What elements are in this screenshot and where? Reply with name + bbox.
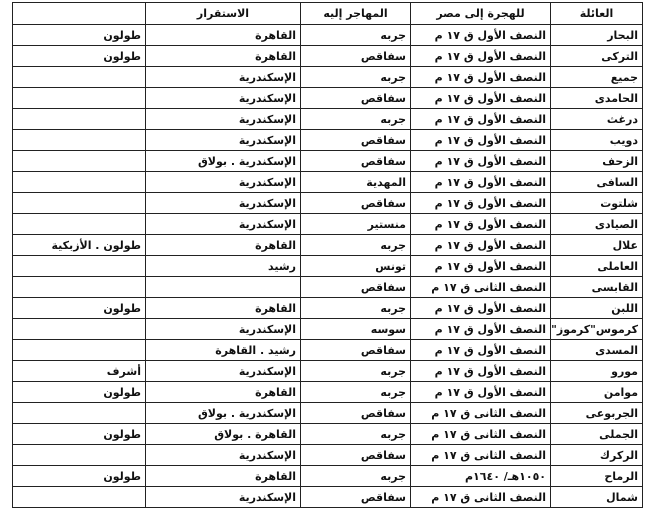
cell-origin: جربه — [301, 361, 411, 382]
cell-origin: سوسه — [301, 319, 411, 340]
cell-extra — [13, 130, 146, 151]
cell-extra: طولون — [13, 46, 146, 67]
cell-settlement: القاهرة — [146, 298, 301, 319]
cell-migration: النصف الأول ق ١٧ م — [411, 214, 551, 235]
cell-settlement: الإسكندرية — [146, 109, 301, 130]
cell-family: كرموس"كرموز" — [551, 319, 643, 340]
table-row — [13, 466, 643, 487]
cell-extra — [13, 151, 146, 172]
cell-family: علال — [551, 235, 643, 256]
cell-settlement: الإسكندرية — [146, 67, 301, 88]
cell-settlement: الإسكندرية — [146, 487, 301, 508]
cell-origin: سفاقص — [301, 151, 411, 172]
cell-family: درغث — [551, 109, 643, 130]
table-row — [13, 319, 643, 340]
cell-extra: طولون . الأزبكية — [13, 235, 146, 256]
cell-migration: النصف الأول ق ١٧ م — [411, 235, 551, 256]
cell-extra — [13, 172, 146, 193]
cell-extra: أشرف — [13, 361, 146, 382]
cell-origin: جربه — [301, 67, 411, 88]
cell-settlement: الإسكندرية — [146, 361, 301, 382]
cell-migration: النصف الأول ق ١٧ م — [411, 361, 551, 382]
table-row — [13, 130, 643, 151]
cell-extra — [13, 340, 146, 361]
cell-extra — [13, 88, 146, 109]
cell-family: الرماح — [551, 466, 643, 487]
cell-family: الركرك — [551, 445, 643, 466]
table-row — [13, 172, 643, 193]
cell-settlement: الإسكندرية . بولاق — [146, 151, 301, 172]
cell-migration: النصف الأول ق ١٧ م — [411, 298, 551, 319]
cell-migration: النصف الأول ق ١٧ م — [411, 382, 551, 403]
cell-family: جميع — [551, 67, 643, 88]
cell-family: القابسى — [551, 277, 643, 298]
table-row — [13, 277, 643, 298]
cell-extra: طولون — [13, 466, 146, 487]
cell-settlement: القاهرة . بولاق — [146, 424, 301, 445]
migration-table — [12, 2, 643, 508]
cell-origin: سفاقص — [301, 193, 411, 214]
cell-family: الصيادى — [551, 214, 643, 235]
cell-settlement: القاهرة — [146, 382, 301, 403]
table-row — [13, 25, 643, 46]
table-row — [13, 214, 643, 235]
cell-origin: سفاقص — [301, 403, 411, 424]
cell-migration: النصف الثانى ق ١٧ م — [411, 277, 551, 298]
cell-migration: النصف الثانى ق ١٧ م — [411, 445, 551, 466]
cell-settlement — [146, 277, 301, 298]
cell-migration: النصف الأول ق ١٧ م — [411, 130, 551, 151]
cell-family: اللبن — [551, 298, 643, 319]
cell-migration: النصف الأول ق ١٧ م — [411, 46, 551, 67]
cell-extra: طولون — [13, 424, 146, 445]
cell-extra — [13, 403, 146, 424]
header-settlement: الاستقرار — [146, 3, 301, 25]
cell-extra — [13, 256, 146, 277]
cell-family: الحامدى — [551, 88, 643, 109]
cell-origin: سفاقص — [301, 277, 411, 298]
cell-family: الزحف — [551, 151, 643, 172]
table-row — [13, 46, 643, 67]
table-row — [13, 424, 643, 445]
cell-extra — [13, 487, 146, 508]
header-family: العائلة — [551, 3, 643, 25]
cell-extra: طولون — [13, 298, 146, 319]
cell-origin: جربه — [301, 466, 411, 487]
cell-settlement: الإسكندرية — [146, 214, 301, 235]
cell-family: شمال — [551, 487, 643, 508]
cell-family: الجربوعى — [551, 403, 643, 424]
table-row — [13, 67, 643, 88]
cell-extra — [13, 277, 146, 298]
cell-origin: تونس — [301, 256, 411, 277]
table-row — [13, 487, 643, 508]
table-row — [13, 193, 643, 214]
table-row — [13, 445, 643, 466]
cell-settlement: رشيد . القاهرة — [146, 340, 301, 361]
cell-origin: جربه — [301, 25, 411, 46]
header-origin: المهاجر إليه — [301, 3, 411, 25]
cell-extra: طولون — [13, 382, 146, 403]
cell-extra — [13, 445, 146, 466]
cell-migration: النصف الأول ق ١٧ م — [411, 109, 551, 130]
cell-origin: جربه — [301, 298, 411, 319]
cell-settlement: القاهرة — [146, 46, 301, 67]
cell-extra — [13, 319, 146, 340]
cell-settlement: رشيد — [146, 256, 301, 277]
cell-family: موامن — [551, 382, 643, 403]
table-row — [13, 151, 643, 172]
header-extra — [13, 3, 146, 25]
cell-family: شلتوت — [551, 193, 643, 214]
cell-family: المسدى — [551, 340, 643, 361]
cell-settlement: القاهرة — [146, 235, 301, 256]
cell-family: دويب — [551, 130, 643, 151]
table-row — [13, 403, 643, 424]
table-row — [13, 361, 643, 382]
table-body — [13, 25, 643, 508]
header-migration: للهجرة إلى مصر — [411, 3, 551, 25]
cell-origin: سفاقص — [301, 445, 411, 466]
cell-settlement: الإسكندرية . بولاق — [146, 403, 301, 424]
table-row — [13, 109, 643, 130]
cell-family: التركى — [551, 46, 643, 67]
cell-extra: طولون — [13, 25, 146, 46]
cell-origin: جربه — [301, 382, 411, 403]
cell-migration: النصف الأول ق ١٧ م — [411, 25, 551, 46]
cell-settlement: القاهرة — [146, 25, 301, 46]
cell-family: السافى — [551, 172, 643, 193]
cell-settlement: الإسكندرية — [146, 172, 301, 193]
table-row — [13, 298, 643, 319]
cell-origin: سفاقص — [301, 46, 411, 67]
cell-family: العاملى — [551, 256, 643, 277]
cell-family: مورو — [551, 361, 643, 382]
table-header-row — [13, 3, 643, 25]
cell-origin: جربه — [301, 424, 411, 445]
table-row — [13, 382, 643, 403]
table-row — [13, 256, 643, 277]
cell-migration: النصف الأول ق ١٧ م — [411, 319, 551, 340]
cell-migration: النصف الثانى ق ١٧ م — [411, 487, 551, 508]
cell-extra — [13, 109, 146, 130]
cell-settlement: الإسكندرية — [146, 445, 301, 466]
cell-extra — [13, 67, 146, 88]
cell-family: البحار — [551, 25, 643, 46]
cell-migration: النصف الأول ق ١٧ م — [411, 88, 551, 109]
cell-settlement: القاهرة — [146, 466, 301, 487]
cell-migration: النصف الأول ق ١٧ م — [411, 151, 551, 172]
cell-migration: النصف الأول ق ١٧ م — [411, 67, 551, 88]
cell-extra — [13, 193, 146, 214]
cell-settlement: الإسكندرية — [146, 88, 301, 109]
cell-settlement: الإسكندرية — [146, 130, 301, 151]
cell-origin: المهدية — [301, 172, 411, 193]
cell-origin: جربه — [301, 109, 411, 130]
cell-family: الجملى — [551, 424, 643, 445]
cell-extra — [13, 214, 146, 235]
cell-migration: النصف الثانى ق ١٧ م — [411, 424, 551, 445]
cell-origin: سفاقص — [301, 487, 411, 508]
cell-origin: منستير — [301, 214, 411, 235]
cell-origin: سفاقص — [301, 88, 411, 109]
cell-origin: سفاقص — [301, 340, 411, 361]
cell-migration: النصف الثانى ق ١٧ م — [411, 403, 551, 424]
cell-migration: النصف الأول ق ١٧ م — [411, 193, 551, 214]
table-row — [13, 235, 643, 256]
table-row — [13, 88, 643, 109]
cell-migration: النصف الأول ق ١٧ م — [411, 340, 551, 361]
cell-settlement: الإسكندرية — [146, 193, 301, 214]
table-row — [13, 340, 643, 361]
cell-migration: ١٠٥٠هـ/ ١٦٤٠م — [411, 466, 551, 487]
cell-origin: جربه — [301, 235, 411, 256]
cell-migration: النصف الأول ق ١٧ م — [411, 256, 551, 277]
cell-migration: النصف الأول ق ١٧ م — [411, 172, 551, 193]
cell-origin: سفاقص — [301, 130, 411, 151]
cell-settlement: الإسكندرية — [146, 319, 301, 340]
